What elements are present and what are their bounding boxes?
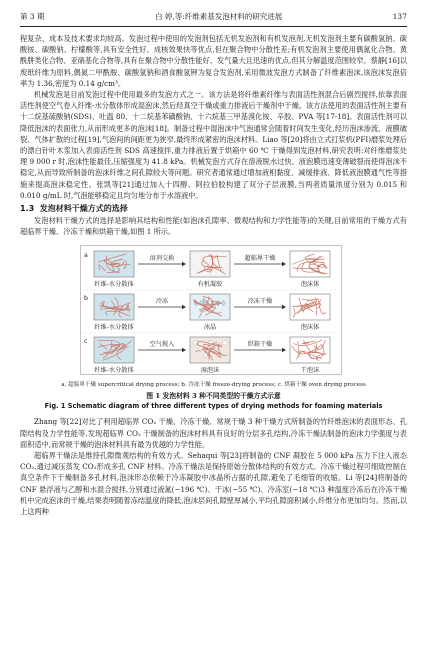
article-body xyxy=(20,33,407,517)
paragraph-blowing-agents: 程复杂、成本及技术要求均较高。发泡过程中使用的发泡剂包括无机发泡剂和有机发泡剂,无机发泡剂主要有碳酸氢钠、碳酸铵、碳酸钠、柠檬酸等,具有安全性好、成核效果快等优点,但在聚合物中分散性差;有机发泡剂主要使用偶氮化合物、黄酰肼类化合物、亚硝基化合物等,具有在聚合物中分散性能好、发气量大且迅速的优点,但其分解温度范围较窄。蔡静[16]以废纸纤维为原料,偶氮二甲酰胺、碳酸氢钠和酒食酸氢钾为复合发泡剂,采用微波发泡方式制备了纤维素泡沫,该泡沫发泡倍率为 1.36,密度为 0.14 g/cm³。 xyxy=(20,34,407,88)
row-b-step2-label: 冷冻干燥 xyxy=(247,298,273,306)
row-a-mid-label: 有机凝胶 xyxy=(197,281,223,289)
row-a-end-label: 泡沫体 xyxy=(300,281,320,289)
row-a-arrow-1-head xyxy=(182,262,186,266)
row-b-step1-label: 冷冻 xyxy=(155,298,169,306)
section-heading xyxy=(20,202,407,215)
figure-caption-zh: 图 1 发泡材料 3 种不同类型的干燥方式示意 xyxy=(146,392,281,401)
running-header xyxy=(20,9,407,23)
row-a-step2-label: 超临界干燥 xyxy=(244,255,276,263)
paragraph-comparison: Zhang 等[22]对比了利用超临界 CO₂ 干燥、冷冻干燥、常规干燥 3 种干燥方式所制备的竹纤维泡沫的表面形态、孔隙结构及力学性能等,发现超临界 CO₂ 干燥制备的泡沫材料具有良好的分层多孔结构,冷冻干燥法制备的泡沫力学强度与表面积适中,而常规干燥的泡沫材料具有最为优越的力学性能。 xyxy=(20,417,407,449)
row-b-start-label: 纤维-水分散体 xyxy=(94,324,134,332)
row-a-panel-letter: a xyxy=(84,252,88,260)
figure-legend: a. 超临界干燥 supercritical drying process; b. 冷冻干燥 freeze-drying process; c. 烘箱干燥 oven drying process xyxy=(61,382,366,389)
row-c-end-label: 干泡沫 xyxy=(300,367,320,375)
row-c-panel-letter: c xyxy=(84,338,88,346)
row-c-mid-label: 湿泡沫 xyxy=(200,367,220,375)
row-b-panel-letter: b xyxy=(84,295,88,303)
figure-caption-en: Fig. 1 Schematic diagram of three different types of drying methods for foaming materials xyxy=(44,402,383,411)
row-c-arrow-2-head xyxy=(282,348,286,352)
header-rule xyxy=(20,26,407,27)
row-c-step2-label: 烘箱干燥 xyxy=(247,341,273,349)
paragraph-supercritical-freeze: 超临界干燥法是维持孔隙微观结构的有效方式。Sehaqui 等[23]将制备的 CNF 凝胶在 5 000 kPa 压力下注入液态 CO₂,通过减压蒸发 CO₂形成多孔 CNF 材料。冷冻干燥法是保持原始分散体结构的有效方式。冷冻干燥过程可细致控制在真空条件下干燥制备多孔材料,泡沫形态依赖于冷冻凝胶中冰晶所占据的孔隙,避免了毛细管的收缩。Li 等[24]将制备的 CNF 悬浮液与乙醇和水混合搅拌,分别通过液氮(−196 ℃)、干冰(−55 ℃)、冷冻室(−18 ℃)3 种温度冷冻后在冷冻干燥机中完成泡沫的干燥,结果表明随着冻结温度的降低,泡沫层间孔隙壁厚减小,平均孔隙面积减小,纤维分布更加均匀。然而,以上这两种 xyxy=(20,451,407,517)
row-a-start-label: 纤维-水分散体 xyxy=(94,281,134,289)
section-number: 1.3 xyxy=(20,204,35,214)
row-a-step1-label: 溶剂交换 xyxy=(149,255,175,263)
paragraph-mechanical-foaming: 机械发泡是目前发泡过程中使用最多的发泡方式之一。该方法是将纤维素纤维与表面活性剂混合后剧烈搅拌,依靠表面活性剂使空气卷入纤维-水分散体形成湿泡沫,然后经真空干燥或重力排液后干燥剂中干燥。该方法使用的表面活性剂主要有十二烷基硫酸钠(SDS)、吐温 80、十二烷基苯磺酸钠、十六烷基三甲基溴化铵、辛胶、PVA 等[17-18]。表面活性剂可以降低泡沫的表面张力,从而形成更多的泡沫[18]。制备过程中湿泡沫中气泡通常会随着时间发生变化,经历泡沫渗流、液膜破裂、气体扩散的过程[19],气泡间的间距更为狭窄,最终形成紧密的泡沫材料。Liao 等[20]将由立式打浆机(PFI)磨浆处理后的漂白针叶木浆加入表面活性剂 SDS 高速搅拌,重力排液后置于烘箱中 60 ℃ 干燥得到发泡材料,研究表明:对纤维磨浆处理 9 000 r 时,泡沫性能最佳,压缩强度为 41.8 kPa。机械发泡方式存在溶液脱水过快、液泡膜迅速变薄破裂而使得泡沫不稳定,从而导致所制备的泡沫纤维之间孔隙较大等问题。研究者通常通过增加液相黏度、减缓排液、降低液泡膜通气性等措施来提高泡沫稳定性。张凯等[21]通过加入十四醇、阿拉伯胶构建了双分子层液膜,当两者质量浓度分别为 0.015 和 0.010 g/mL 时,气泡能够稳定且均匀地分布于水溶液中。 xyxy=(20,90,407,200)
row-b-mid-label: 冰晶 xyxy=(203,324,217,332)
page-number: 137 xyxy=(392,11,407,21)
row-b-mid-box xyxy=(190,294,230,320)
running-title: 白 婷,等:纤维素基发泡材料的研究进展 xyxy=(154,11,283,21)
row-b-arrow-1-head xyxy=(182,305,186,309)
row-b-arrow-2-head xyxy=(282,305,286,309)
row-a-arrow-2-head xyxy=(282,262,286,266)
row-c-bubble xyxy=(223,341,228,346)
issue-number: 第 3 期 xyxy=(20,11,45,21)
row-b-end-label: 泡沫体 xyxy=(300,324,320,332)
figure-drawing xyxy=(80,245,342,375)
row-c-step1-label: 空气搅入 xyxy=(149,341,175,349)
figure-drying-methods xyxy=(80,245,342,375)
row-c-arrow-1-head xyxy=(182,348,186,352)
paragraph-drying-intro: 发泡材料干燥方式的选择是影响其结构和性能(如泡沫孔隙率、微观结构和力学性能等)的关键,目前常用的干燥方式有超临界干燥、冷冻干燥和烘箱干燥,如图 1 所示。 xyxy=(20,216,407,237)
row-c-start-label: 纤维-水分散体 xyxy=(94,367,134,375)
section-title: 发泡材料干燥方式的选择 xyxy=(39,204,128,214)
